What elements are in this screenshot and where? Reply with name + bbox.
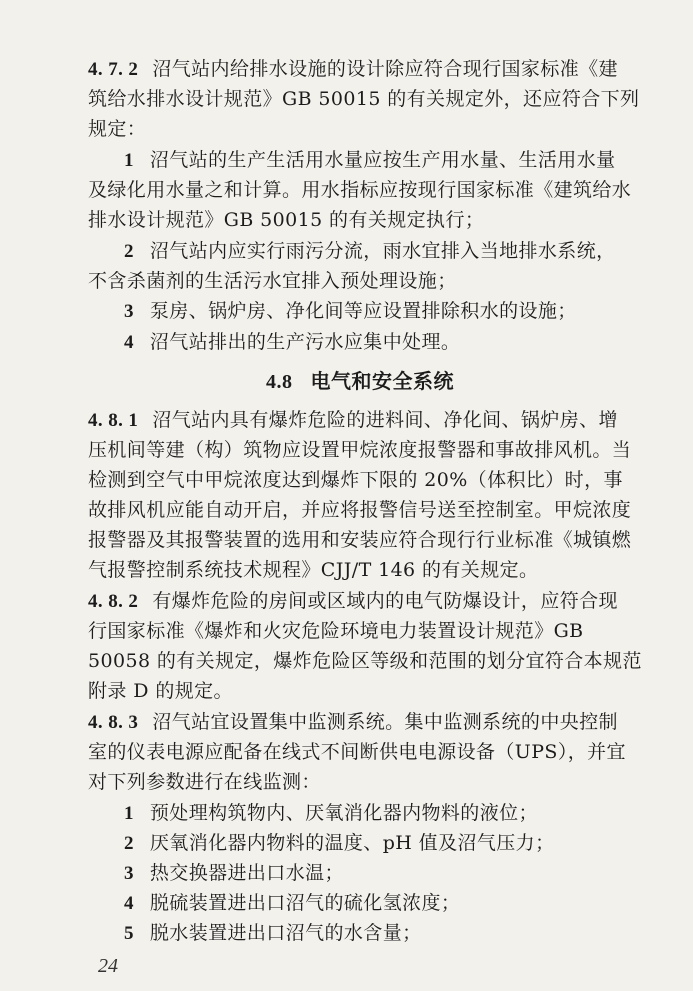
clause-4-8-1-line-3: 检测到空气中甲烷浓度达到爆炸下限的 20%（体积比）时，事 (88, 469, 623, 491)
item-number: 4 (124, 332, 134, 353)
clause-number: 4. 8. 2 (88, 591, 139, 612)
clause-number: 4. 7. 2 (88, 59, 139, 80)
item-number: 1 (124, 803, 134, 824)
clause-4-8-1-line-6: 气报警控制系统技术规程》CJJ/T 146 的有关规定。 (88, 559, 539, 581)
clause-4-8-1-line-4: 故排风机应能自动开启，并应将报警信号送至控制室。甲烷浓度 (88, 499, 632, 521)
clause-4-8-1-line-5: 报警器及其报警装置的选用和安装应符合现行行业标准《城镇燃 (88, 529, 632, 551)
clause-4-8-3-line-2: 室的仪表电源应配备在线式不间断供电电源设备（UPS），并宜 (88, 741, 626, 763)
clause-4-8-3-line-1: 4. 8. 3 沼气站宜设置集中监测系统。集中监测系统的中央控制 (88, 711, 618, 733)
clause-4-8-3-item-4: 4 脱硫装置进出口沼气的硫化氢浓度； (124, 892, 461, 914)
clause-number: 4. 8. 1 (88, 410, 139, 431)
clause-4-8-2-line-1: 4. 8. 2 有爆炸危险的房间或区域内的电气防爆设计，应符合现 (88, 590, 618, 612)
clause-number: 4. 8. 3 (88, 712, 139, 733)
clause-4-7-2-item-1-line-2: 及绿化用水量之和计算。用水指标应按现行国家标准《建筑给水 (88, 179, 632, 201)
clause-4-8-1-line-1: 4. 8. 1 沼气站内具有爆炸危险的进料间、净化间、锅炉房、增 (88, 409, 618, 431)
clause-4-7-2-line-2: 筑给水排水设计规范》GB 50015 的有关规定外，还应符合下列 (88, 88, 640, 110)
item-number: 3 (124, 863, 134, 884)
section-title: 电气和安全系统 (310, 369, 454, 393)
clause-4-7-2-line-1: 4. 7. 2 沼气站内给排水设施的设计除应符合现行国家标准《建 (88, 58, 618, 80)
clause-4-8-3-item-2: 2 厌氧消化器内物料的温度、pH 值及沼气压力； (124, 832, 555, 854)
page-number: 24 (98, 955, 118, 977)
clause-4-7-2-item-2-line-2: 不含杀菌剂的生活污水宜排入预处理设施； (88, 270, 457, 292)
clause-4-8-2-line-2: 行国家标准《爆炸和火灾危险环境电力装置设计规范》GB (88, 620, 584, 642)
item-number: 1 (124, 150, 134, 171)
clause-4-7-2-line-3: 规定： (88, 118, 147, 140)
clause-4-8-3-line-3: 对下列参数进行在线监测： (88, 771, 321, 793)
clause-4-7-2-item-4: 4 沼气站排出的生产污水应集中处理。 (124, 331, 461, 353)
item-number: 3 (124, 301, 134, 322)
clause-4-8-2-line-3: 50058 的有关规定，爆炸危险区等级和范围的划分宜符合本规范 (88, 650, 642, 672)
clause-4-7-2-item-3: 3 泵房、锅炉房、净化间等应设置排除积水的设施； (124, 300, 577, 322)
clause-4-8-3-item-5: 5 脱水装置进出口沼气的水含量； (124, 922, 422, 944)
clause-4-7-2-item-1-line-3: 排水设计规范》GB 50015 的有关规定执行； (88, 209, 485, 231)
item-number: 5 (124, 923, 134, 944)
clause-4-8-2-line-4: 附录 D 的规定。 (88, 680, 233, 702)
clause-4-8-3-item-1: 1 预处理构筑物内、厌氧消化器内物料的液位； (124, 802, 538, 824)
clause-4-7-2-item-1-line-1: 1 沼气站的生产生活用水量应按生产用水量、生活用水量 (124, 149, 616, 171)
section-number: 4.8 (266, 371, 293, 393)
item-number: 2 (124, 241, 134, 262)
item-number: 2 (124, 833, 134, 854)
clause-4-8-1-line-2: 压机间等建（构）筑物应设置甲烷浓度报警器和事故排风机。当 (88, 439, 632, 461)
clause-4-7-2-item-2-line-1: 2 沼气站内应实行雨污分流，雨水宜排入当地排水系统， (124, 240, 616, 262)
clause-4-8-3-item-3: 3 热交换器进出口水温； (124, 862, 344, 884)
section-heading-4-8 (266, 368, 454, 395)
item-number: 4 (124, 893, 134, 914)
